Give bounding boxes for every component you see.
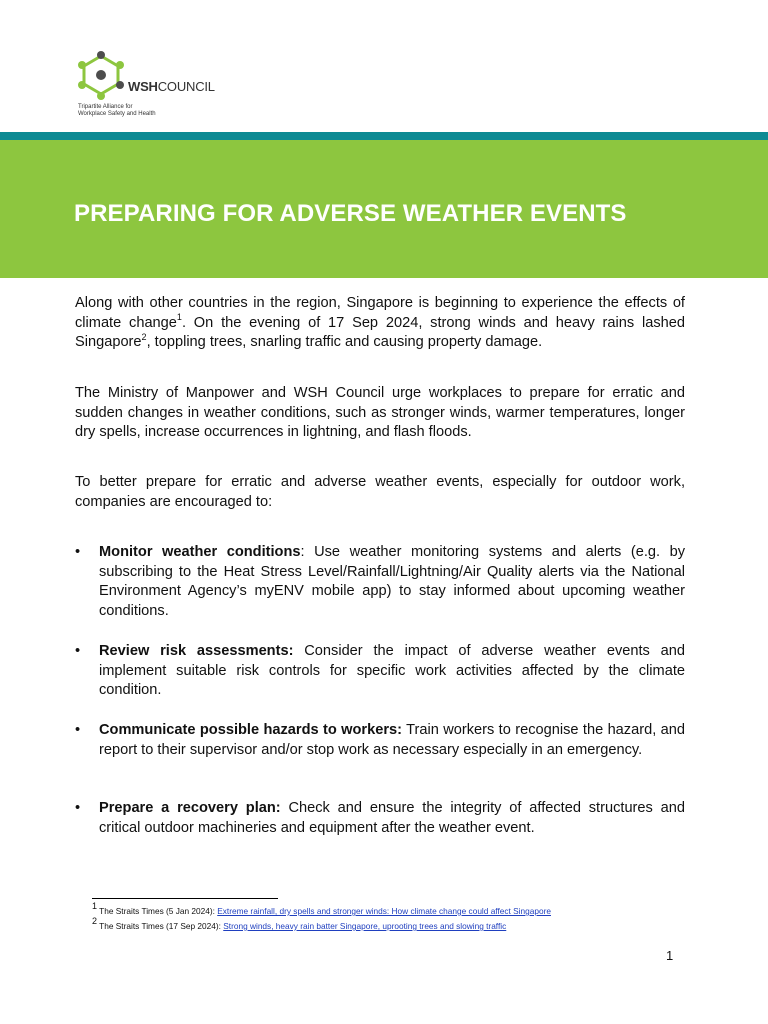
ministry-paragraph: The Ministry of Manpower and WSH Council urge workplaces to prepare for erratic and sudden changes in weather conditions, such as stronger winds, warmer temperatures, longer dry spells, increase occurrences in lightning, and flash floods. (75, 385, 685, 441)
footnote-2: $^2$ The Straits Times (17 Sep 2024): Strong winds, heavy rain batter Singapore, uprooting trees and slowing traffic (92, 916, 507, 931)
footnote-1-link[interactable]: Extreme rainfall, dry spells and stronger winds: How climate change could affect Singapore (217, 906, 551, 916)
footnote-divider (92, 898, 278, 899)
council-network-icon (76, 50, 126, 102)
header-teal-band (0, 132, 768, 140)
bullet-icon: • (75, 544, 81, 560)
bullet-icon: • (75, 722, 81, 738)
footnote-ref-2: 2 (141, 331, 147, 342)
logo-tagline: Tripartite Alliance for Workplace Safety and Health (78, 104, 156, 117)
footnote-1: $^1$ The Straits Times (5 Jan 2024): Extreme rainfall, dry spells and stronger winds: How climate change could affect Singapore (92, 901, 551, 916)
list-item: • Monitor weather conditions: Use weather monitoring systems and alerts (e.g. by subscribing to the Heat Stress Level/Rainfall/Lightning/Air Quality alerts via the National Environment Agency’s myENV mobile app) to stay informed about upcoming weather conditions. (75, 544, 686, 620)
footnote-2-link[interactable]: Strong winds, heavy rain batter Singapore, uprooting trees and slowing traffic (223, 921, 507, 931)
list-item: • Communicate possible hazards to workers: Train workers to recognise the hazard, and report to their supervisor and/or stop work as necessary especially in an emergency. (75, 722, 685, 758)
page-number: 1 (666, 948, 674, 963)
wsh-council-logo (76, 50, 226, 120)
bullet-icon: • (75, 800, 81, 816)
encourage-paragraph: To better prepare for erratic and adverse weather events, especially for outdoor work, companies are encouraged to: (75, 474, 685, 510)
intro-paragraph: Along with other countries in the region, Singapore is beginning to experience the effects of climate change$^1$. On the evening of 17 Sep 2024, strong winds and heavy rains lashed Singapore$^2$, toppling trees, snarling traffic and causing property damage. (75, 295, 685, 351)
logo-wordmark: WSHCOUNCIL (128, 79, 215, 94)
bullet-icon: • (75, 643, 81, 659)
list-item: • Review risk assessments: Consider the impact of adverse weather events and implement suitable risk controls for specific work activities affected by the climate condition. (75, 643, 685, 699)
page-title: PREPARING FOR ADVERSE WEATHER EVENTS (74, 200, 627, 227)
footnote-ref-1: 1 (176, 311, 182, 322)
list-item: • Prepare a recovery plan: Check and ensure the integrity of affected structures and critical outdoor machineries and equipment after the weather event. (75, 800, 686, 836)
